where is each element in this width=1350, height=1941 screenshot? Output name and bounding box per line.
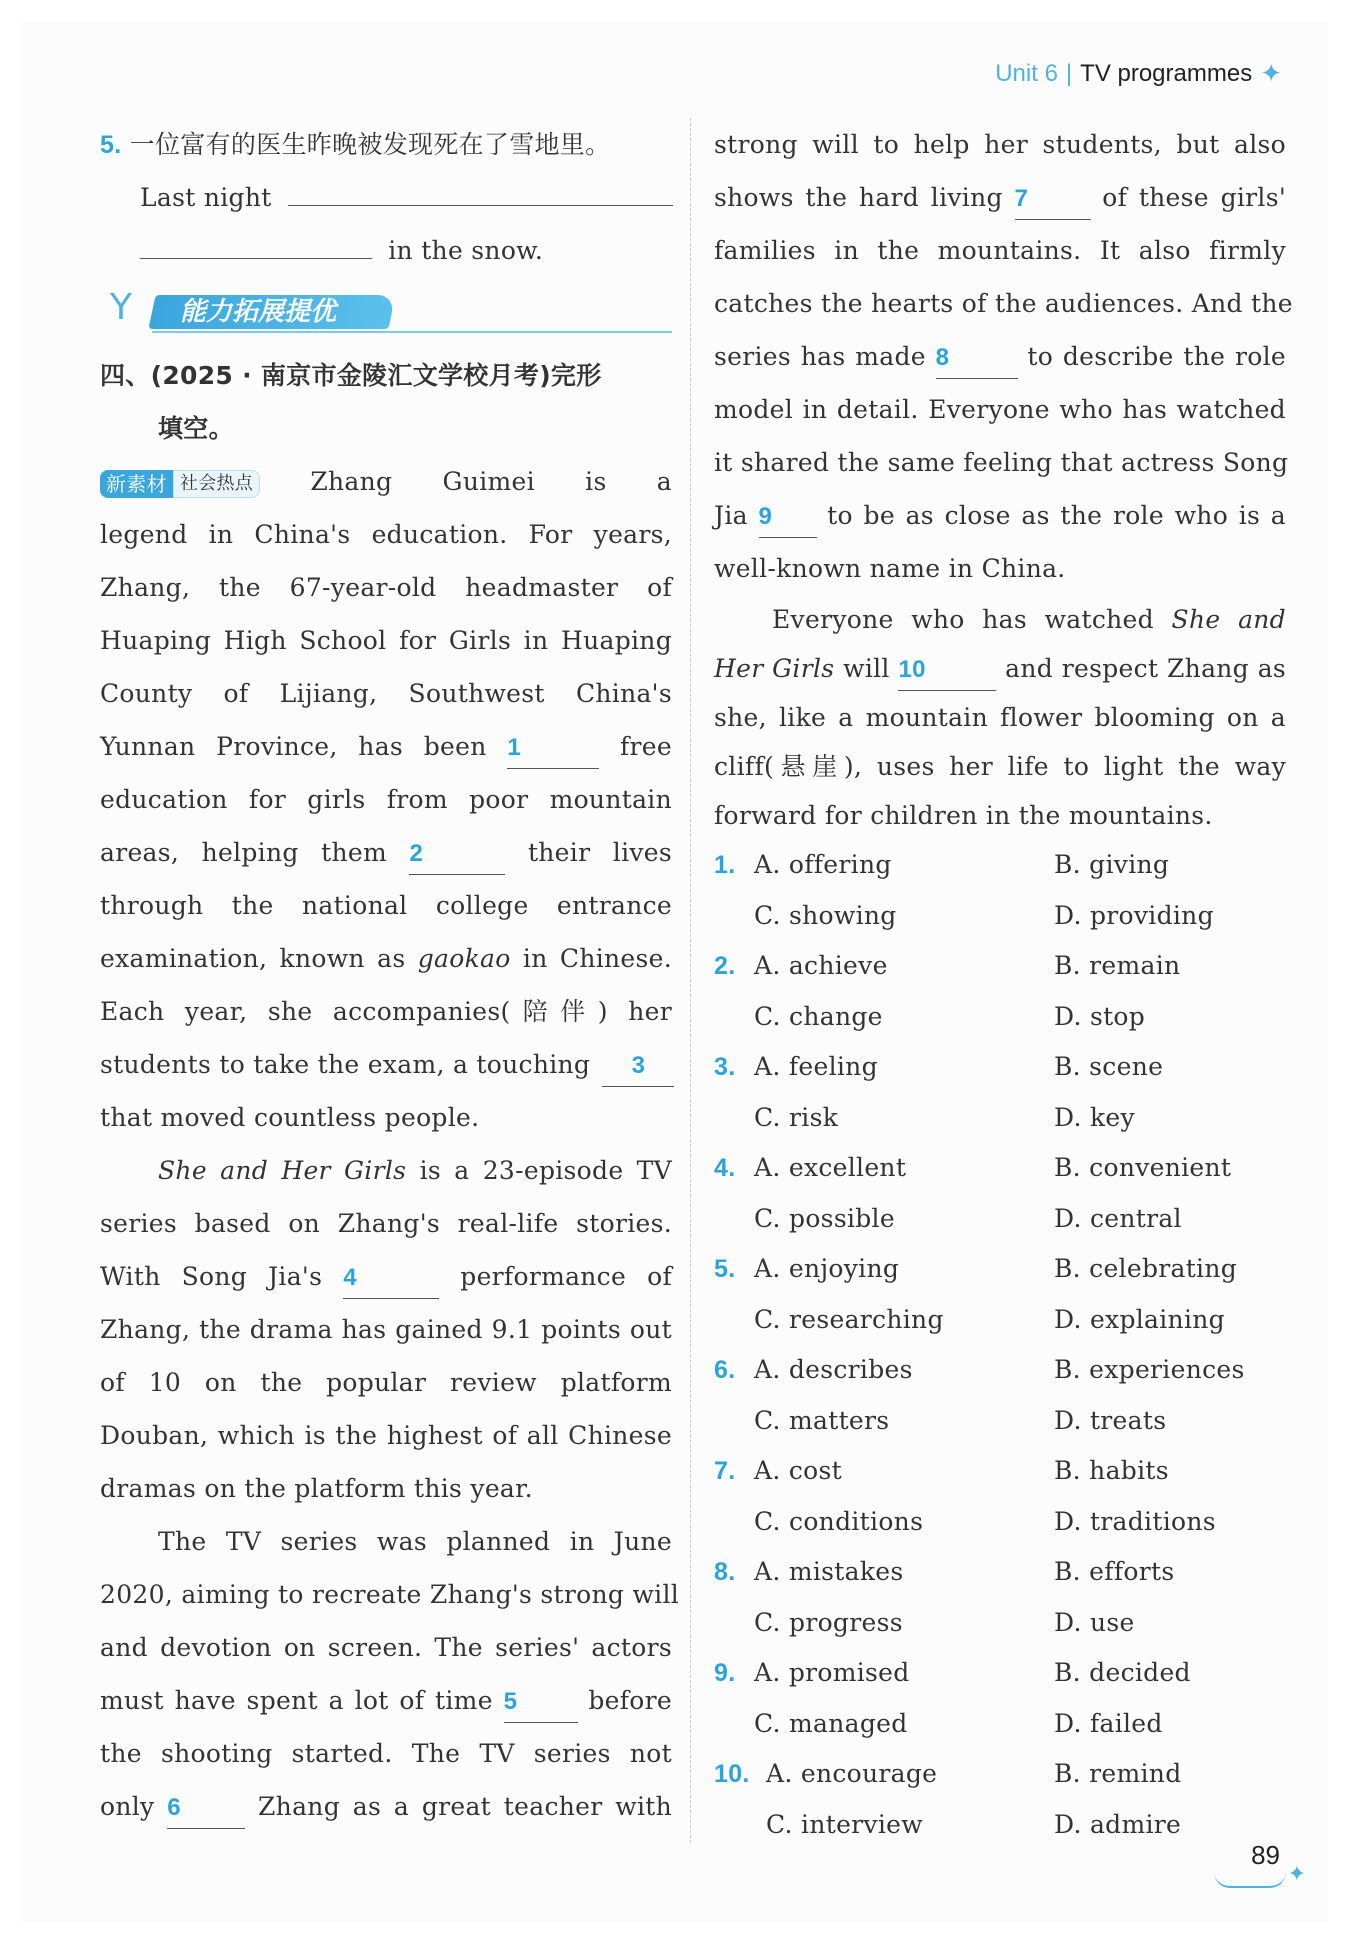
question-number: 4. — [714, 1154, 736, 1182]
passage-line: strong will to help her students, but also — [714, 130, 1286, 159]
passage-text: to describe the role — [1027, 342, 1286, 371]
option-a[interactable]: A. mistakes — [754, 1557, 904, 1586]
option-row — [714, 1648, 1286, 1699]
answer-blank-10[interactable] — [898, 649, 996, 691]
sparkle-icon: ✦ — [1287, 1862, 1306, 1887]
passage-line: and devotion on screen. The series' actors — [100, 1633, 672, 1662]
option-d[interactable]: D. explaining — [1054, 1304, 1225, 1334]
header-separator: | — [1065, 59, 1073, 87]
option-a[interactable]: A. promised — [754, 1658, 910, 1687]
passage-line — [100, 1250, 672, 1303]
page-swoosh — [1214, 1872, 1286, 1888]
option-row — [714, 1547, 1286, 1598]
blank-number: 7 — [1014, 185, 1029, 212]
passage-text: series has made — [714, 342, 926, 371]
option-c[interactable]: C. progress — [754, 1607, 903, 1637]
passage-line: 2020, aiming to recreate Zhang's strong will — [100, 1580, 680, 1609]
answer-blank-8[interactable] — [936, 337, 1018, 379]
passage-line: she, like a mountain flower blooming on a — [714, 703, 1286, 732]
passage-text: Jia — [714, 501, 748, 530]
right-column — [714, 118, 1293, 1850]
blank-number: 3 — [631, 1052, 646, 1079]
passage-line: series based on Zhang's real-life stories. — [100, 1209, 672, 1238]
question-number: 9. — [714, 1659, 736, 1687]
answer-blank-5[interactable] — [504, 1681, 578, 1723]
passage-text: examination, known as — [100, 944, 406, 973]
answer-blank-3[interactable] — [602, 1045, 674, 1087]
passage-line — [714, 330, 1286, 383]
unit-label: Unit 6 — [995, 59, 1058, 87]
option-a[interactable]: A. describes — [754, 1355, 913, 1384]
passage-line — [100, 1144, 672, 1197]
option-a[interactable]: A. achieve — [754, 951, 888, 980]
option-c[interactable]: C. researching — [754, 1304, 944, 1334]
passage-line — [100, 455, 672, 508]
question-number: 3. — [714, 1053, 736, 1081]
option-d[interactable]: D. treats — [1054, 1405, 1167, 1435]
passage-line — [100, 1674, 672, 1727]
option-b[interactable]: B. decided — [1054, 1658, 1191, 1687]
q5-suffix: in the snow. — [388, 236, 544, 265]
passage-italic: Her Girls — [714, 654, 835, 683]
passage-line — [714, 595, 1286, 644]
option-c[interactable]: C. matters — [754, 1405, 890, 1435]
option-a[interactable]: A. offering — [754, 850, 892, 879]
passage-text: their lives — [527, 838, 673, 867]
question-number: 8. — [714, 1558, 736, 1586]
answer-blank-2[interactable] — [409, 833, 505, 875]
question-number: 10. — [714, 1760, 750, 1788]
option-c[interactable]: C. managed — [754, 1708, 908, 1738]
answer-blank[interactable] — [140, 258, 372, 259]
passage-text: before — [588, 1686, 673, 1715]
passage-text: Zhang Guimei is a — [310, 467, 673, 496]
option-row — [714, 1093, 1286, 1144]
option-row — [714, 1446, 1286, 1497]
passage-italic: gaokao — [417, 944, 511, 973]
question-number: 7. — [714, 1457, 736, 1485]
option-c[interactable]: C. conditions — [754, 1506, 924, 1536]
option-a[interactable]: A. encourage — [766, 1759, 938, 1788]
option-row — [714, 1800, 1286, 1851]
option-b[interactable]: B. scene — [1054, 1052, 1164, 1081]
passage-text: of these girls' — [1102, 183, 1287, 212]
passage-line: Douban, which is the highest of all Chinese — [100, 1421, 672, 1450]
section-title-2: 填空。 — [158, 414, 234, 443]
option-row — [714, 1194, 1286, 1245]
blank-number: 1 — [507, 734, 521, 761]
passage-text: With Song Jia's — [100, 1262, 323, 1291]
option-b[interactable]: B. celebrating — [1054, 1254, 1238, 1283]
new-material-tag: 新素材 — [100, 470, 173, 498]
option-row — [714, 941, 1286, 992]
option-row — [714, 840, 1286, 891]
option-row — [714, 1143, 1286, 1194]
answer-blank-7[interactable] — [1015, 178, 1091, 220]
question-number: 5. — [714, 1255, 736, 1283]
left-column — [100, 118, 680, 1833]
column-divider — [690, 118, 691, 1843]
blank-number: 8 — [935, 344, 950, 371]
option-d[interactable]: D. stop — [1054, 1001, 1146, 1031]
question-number: 2. — [714, 952, 736, 980]
option-c[interactable]: C. interview — [766, 1809, 923, 1839]
passage-text: students to take the exam, a touching — [100, 1050, 591, 1079]
passage-line: it shared the same feeling that actress Song — [714, 448, 1289, 477]
question-number: 5. — [100, 131, 122, 159]
passage-line: Each year, she accompanies(陪伴) her — [100, 997, 672, 1026]
q5-prefix: Last night — [140, 183, 272, 212]
question-number: 6. — [714, 1356, 736, 1384]
banner-rule — [152, 331, 672, 333]
passage-line: Zhang, the 67-year-old headmaster of — [100, 573, 672, 602]
passage-text: must have spent a lot of time — [100, 1686, 493, 1715]
passage-line: of 10 on the popular review platform — [100, 1368, 672, 1397]
q5-line-2 — [100, 171, 672, 224]
option-b[interactable]: B. convenient — [1054, 1153, 1232, 1182]
blank-number: 4 — [343, 1264, 357, 1291]
passage-text: free — [620, 732, 672, 761]
passage-text: shows the hard living — [714, 183, 1003, 212]
option-b[interactable]: B. experiences — [1054, 1355, 1245, 1384]
option-row — [714, 891, 1286, 942]
passage-italic: She and Her Girls — [158, 1156, 407, 1185]
option-b[interactable]: B. efforts — [1054, 1557, 1175, 1586]
blank-number: 9 — [758, 503, 773, 530]
passage-line: forward for children in the mountains. — [714, 801, 1213, 830]
option-row — [714, 1244, 1286, 1295]
answer-blank[interactable] — [288, 205, 673, 206]
option-row — [714, 1497, 1286, 1548]
passage-text: to be as close as the role who is a — [827, 501, 1287, 530]
passage-line: legend in China's education. For years, — [100, 520, 672, 549]
passage-line — [714, 489, 1286, 542]
passage-italic: She and — [1171, 605, 1286, 634]
passage-line: the shooting started. The TV series not — [100, 1739, 672, 1768]
passage-text: Zhang as a great teacher with — [258, 1792, 672, 1821]
option-d[interactable]: D. use — [1054, 1607, 1135, 1637]
passage-line — [100, 826, 672, 879]
option-row — [714, 1749, 1286, 1800]
answer-blank-4[interactable] — [343, 1257, 439, 1299]
option-row — [714, 1699, 1286, 1750]
passage-text: Everyone who has watched — [772, 605, 1154, 634]
passage-line: catches the hearts of the audiences. And the — [714, 289, 1293, 318]
page-header — [995, 58, 1282, 89]
option-row — [714, 1295, 1286, 1346]
trophy-icon: Y — [110, 287, 132, 328]
option-d[interactable]: D. central — [1054, 1203, 1182, 1233]
option-a[interactable]: A. feeling — [754, 1052, 878, 1081]
passage-text: only — [100, 1792, 155, 1821]
option-d[interactable]: D. admire — [1054, 1809, 1182, 1839]
passage-line: that moved countless people. — [100, 1103, 480, 1132]
option-b[interactable]: B. remain — [1054, 951, 1181, 980]
passage-line — [714, 644, 1286, 693]
answer-blank-6[interactable] — [167, 1787, 245, 1829]
passage-line — [100, 720, 672, 773]
section-banner — [100, 281, 672, 341]
blank-number: 5 — [503, 1688, 518, 1715]
option-d[interactable]: D. key — [1054, 1102, 1135, 1132]
hot-topic-tag: 社会热点 — [173, 470, 260, 498]
option-a[interactable]: A. enjoying — [754, 1254, 900, 1283]
passage-text: performance of — [460, 1262, 672, 1291]
passage-text: areas, helping them — [100, 838, 387, 867]
passage-line — [100, 1780, 672, 1833]
sparkle-icon: ✦ — [1260, 58, 1282, 88]
passage-line: families in the mountains. It also firmly — [714, 236, 1286, 265]
passage-text: will — [843, 654, 890, 683]
option-row — [714, 1345, 1286, 1396]
option-b[interactable]: B. remind — [1054, 1759, 1182, 1788]
passage-text: and respect Zhang as — [1005, 654, 1287, 683]
q5-line-3 — [100, 224, 672, 277]
answer-blank-9[interactable] — [759, 496, 817, 538]
option-c[interactable]: C. risk — [754, 1102, 839, 1132]
option-a[interactable]: A. cost — [754, 1456, 842, 1485]
passage-line: well-known name in China. — [714, 554, 1066, 583]
passage-line: Zhang, the drama has gained 9.1 points out — [100, 1315, 672, 1344]
option-row — [714, 1042, 1286, 1093]
question-number: 1. — [714, 851, 736, 879]
passage-line: Huaping High School for Girls in Huaping — [100, 626, 672, 655]
passage-line: County of Lijiang, Southwest China's — [100, 679, 672, 708]
passage-line: cliff(悬崖), uses her life to light the way — [714, 752, 1286, 781]
passage-line: education for girls from poor mountain — [100, 785, 672, 814]
option-row — [714, 992, 1286, 1043]
passage-line — [100, 1038, 672, 1091]
passage-line — [100, 932, 672, 985]
unit-topic: TV programmes — [1080, 59, 1253, 87]
blank-number: 2 — [409, 840, 424, 867]
option-b[interactable]: B. giving — [1054, 850, 1170, 879]
option-c[interactable]: C. change — [754, 1001, 883, 1031]
q5-chinese — [100, 118, 672, 171]
option-d[interactable]: D. providing — [1054, 900, 1214, 930]
option-row — [714, 1396, 1286, 1447]
option-a[interactable]: A. excellent — [754, 1153, 907, 1182]
page-number: 89 — [1251, 1840, 1280, 1870]
section-title: 四、(2025 · 南京市金陵汇文学校月考)完形 — [100, 361, 602, 390]
blank-number: 10 — [898, 656, 926, 683]
option-d[interactable]: D. failed — [1054, 1708, 1163, 1738]
passage-line: through the national college entrance — [100, 891, 672, 920]
answer-blank-1[interactable] — [507, 727, 599, 769]
option-b[interactable]: B. habits — [1054, 1456, 1169, 1485]
options-list — [714, 840, 1286, 1850]
option-d[interactable]: D. traditions — [1054, 1506, 1216, 1536]
blank-number: 6 — [167, 1794, 181, 1821]
banner-title: 能力拓展提优 — [180, 297, 337, 327]
option-c[interactable]: C. possible — [754, 1203, 895, 1233]
passage-text: in Chinese. — [522, 944, 672, 973]
passage-line: model in detail. Everyone who has watched — [714, 395, 1286, 424]
q5-chinese-text: 一位富有的医生昨晚被发现死在了雪地里。 — [129, 130, 611, 159]
passage-line: The TV series was planned in June — [158, 1527, 672, 1556]
passage-line — [714, 171, 1286, 224]
option-c[interactable]: C. showing — [754, 900, 897, 930]
passage-text: is a 23-episode TV — [419, 1156, 673, 1185]
passage-text: Yunnan Province, has been — [100, 732, 487, 761]
option-row — [714, 1598, 1286, 1649]
passage-line: dramas on the platform this year. — [100, 1474, 533, 1503]
